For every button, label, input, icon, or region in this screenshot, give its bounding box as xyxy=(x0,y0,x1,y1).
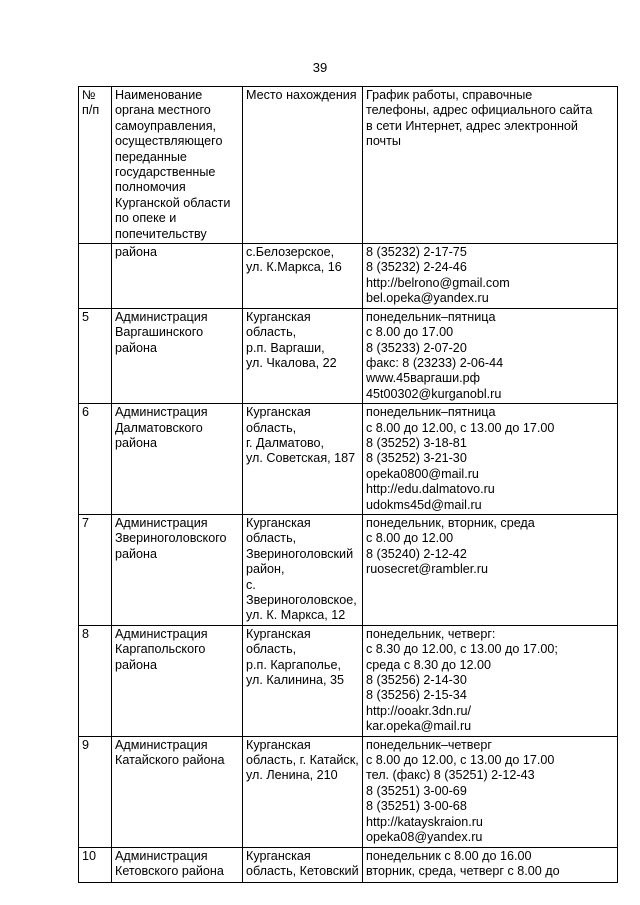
header-line: органа местного xyxy=(115,103,211,118)
header-line: телефоны, адрес официального сайта xyxy=(366,103,593,118)
cell-line: 8 (35251) 3-00-69 xyxy=(366,783,467,798)
header-line: самоуправления, xyxy=(115,118,217,133)
cell-line: понедельник–пятница xyxy=(366,405,496,420)
cell-line: http://katayskraion.ru xyxy=(366,814,483,829)
cell-line: вторник, среда, четверг с 8.00 до xyxy=(366,863,560,878)
organization-cell xyxy=(112,625,243,736)
row-number: 7 xyxy=(79,514,112,625)
contacts-cell xyxy=(363,736,618,847)
cell-line: область, xyxy=(246,420,297,435)
organization-cell xyxy=(112,308,243,403)
location-cell xyxy=(243,514,363,625)
cell-line: 8 (35252) 3-18-81 xyxy=(366,435,467,450)
cell-line: Звериноголовский xyxy=(246,546,354,561)
cell-line: Варгашинского xyxy=(115,325,204,340)
cell-line: с 8.00 до 12.00, с 13.00 до 17.00 xyxy=(366,420,555,435)
cell-line: 8 (35251) 3-00-68 xyxy=(366,799,467,814)
cell-line: Курганская xyxy=(246,309,311,324)
contacts-cell xyxy=(363,404,618,515)
cell-line: http://belrono@gmail.com xyxy=(366,275,510,290)
header-location xyxy=(243,87,363,244)
cell-line: bel.opeka@yandex.ru xyxy=(366,291,489,306)
cell-line: Администрация xyxy=(115,309,208,324)
location-cell xyxy=(243,404,363,515)
cell-line: с. xyxy=(246,577,256,592)
header-line: Место нахождения xyxy=(246,88,357,102)
cell-line: Курганская xyxy=(246,848,311,863)
header-line: п/п xyxy=(82,103,100,118)
cell-line: р.п. Каргаполье, xyxy=(246,657,341,672)
location-cell xyxy=(243,736,363,847)
location-cell xyxy=(243,308,363,403)
cell-line: г. Далматово, xyxy=(246,435,325,450)
table-row xyxy=(79,514,618,625)
cell-line: с 8.00 до 12.00, с 13.00 до 17.00 xyxy=(366,753,555,768)
cell-line: с 8.00 до 17.00 xyxy=(366,325,454,340)
location-cell xyxy=(243,244,363,309)
cell-line: область, xyxy=(246,642,297,657)
cell-line: Администрация xyxy=(115,405,208,420)
header-line: государственные xyxy=(115,165,216,180)
cell-line: Администрация xyxy=(115,515,208,530)
cell-line: http://edu.dalmatovo.ru xyxy=(366,482,495,497)
cell-line: opeka08@yandex.ru xyxy=(366,830,483,845)
row-number: 8 xyxy=(79,625,112,736)
header-line: № xyxy=(82,88,96,102)
cell-line: Администрация xyxy=(115,737,208,752)
cell-line: Курганская xyxy=(246,405,311,420)
row-number: 9 xyxy=(79,736,112,847)
cell-line: района xyxy=(115,340,158,355)
cell-line: с 8.30 до 12.00, с 13.00 до 17.00; xyxy=(366,642,558,657)
cell-line: ул. Калинина, 35 xyxy=(246,673,345,688)
contacts-cell xyxy=(363,847,618,882)
cell-line: среда с 8.30 до 12.00 xyxy=(366,657,492,672)
table-row-continuation xyxy=(79,244,618,309)
cell-line: понедельник–пятница xyxy=(366,309,496,324)
cell-line: района xyxy=(115,546,158,561)
table-row xyxy=(79,625,618,736)
cell-line: ruosecret@rambler.ru xyxy=(366,562,488,577)
cell-line: Курганская xyxy=(246,515,311,530)
table-row xyxy=(79,404,618,515)
cell-line: www.45варгаши.рф xyxy=(366,371,480,386)
cell-line: понедельник, вторник, среда xyxy=(366,515,535,530)
cell-line: ул. Ленина, 210 xyxy=(246,768,338,783)
cell-line: ул. Советская, 187 xyxy=(246,451,356,466)
cell-line: 8 (35240) 2-12-42 xyxy=(366,546,467,561)
cell-line: 8 (35233) 2-07-20 xyxy=(366,340,467,355)
contacts-cell xyxy=(363,308,618,403)
cell-line: udokms45d@mail.ru xyxy=(366,497,482,512)
header-number xyxy=(79,87,112,244)
cell-line: р.п. Варгаши, xyxy=(246,340,325,355)
cell-line: Администрация xyxy=(115,848,208,863)
cell-line: 8 (35256) 2-15-34 xyxy=(366,688,467,703)
cell-line: область, Кетовский xyxy=(246,863,359,878)
cell-line: Администрация xyxy=(115,626,208,641)
cell-line: района xyxy=(115,245,158,260)
cell-line: область, г. Катайск, xyxy=(246,753,359,768)
header-line: полномочия xyxy=(115,180,186,195)
cell-line: 8 (35252) 3-21-30 xyxy=(366,451,467,466)
header-line: почты xyxy=(366,134,401,149)
cell-line: тел. (факс) 8 (35251) 2-12-43 xyxy=(366,768,535,783)
cell-line: понедельник, четверг: xyxy=(366,626,496,641)
header-line: осуществляющего xyxy=(115,134,223,149)
table-row xyxy=(79,308,618,403)
header-line: попечительству xyxy=(115,226,207,241)
table-header-row xyxy=(79,87,618,244)
cell-line: факс: 8 (23233) 2-06-44 xyxy=(366,355,504,370)
header-organization xyxy=(112,87,243,244)
contacts-cell xyxy=(363,625,618,736)
cell-line: Звериноголовского xyxy=(115,531,227,546)
cell-line: района xyxy=(115,435,158,450)
cell-line: kar.opeka@mail.ru xyxy=(366,719,472,734)
location-cell xyxy=(243,847,363,882)
cell-line: район, xyxy=(246,562,285,577)
row-number: 10 xyxy=(79,847,112,882)
cell-line: область, xyxy=(246,531,297,546)
organization-cell xyxy=(112,244,243,309)
header-contacts xyxy=(363,87,618,244)
cell-line: Курганская xyxy=(246,737,311,752)
cell-line: 45t00302@kurganobl.ru xyxy=(366,386,502,401)
table-row xyxy=(79,736,618,847)
cell-line: понедельник с 8.00 до 16.00 xyxy=(366,848,532,863)
cell-line: ул. К.Маркса, 16 xyxy=(246,260,342,275)
cell-line: ул. Чкалова, 22 xyxy=(246,355,337,370)
organization-cell xyxy=(112,736,243,847)
cell-line: понедельник–четверг xyxy=(366,737,492,752)
cell-line: Далматовского xyxy=(115,420,203,435)
cell-line: 8 (35232) 2-24-46 xyxy=(366,260,467,275)
organization-cell xyxy=(112,847,243,882)
header-line: в сети Интернет, адрес электронной xyxy=(366,118,578,133)
organization-cell xyxy=(112,514,243,625)
cell-line: Курганская xyxy=(246,626,311,641)
contacts-cell xyxy=(363,244,618,309)
row-number xyxy=(79,244,112,309)
cell-line: ул. К. Маркса, 12 xyxy=(246,608,346,623)
header-line: по опеке и xyxy=(115,211,177,226)
cell-line: Кетовского района xyxy=(115,863,224,878)
cell-line: область, xyxy=(246,325,297,340)
cell-line: http://ooakr.3dn.ru/ xyxy=(366,703,472,718)
row-number: 6 xyxy=(79,404,112,515)
organization-cell xyxy=(112,404,243,515)
table-row xyxy=(79,847,618,882)
header-line: График работы, справочные xyxy=(366,88,533,102)
cell-line: района xyxy=(115,657,158,672)
guardianship-authorities-table xyxy=(78,86,618,883)
cell-line: с.Белозерское, xyxy=(246,245,335,260)
cell-line: opeka0800@mail.ru xyxy=(366,466,479,481)
contacts-cell xyxy=(363,514,618,625)
cell-line: Каргапольского xyxy=(115,642,206,657)
cell-line: 8 (35256) 2-14-30 xyxy=(366,673,467,688)
header-line: Курганской области xyxy=(115,195,231,210)
page-number: 39 xyxy=(312,60,328,75)
header-line: Наименование xyxy=(115,88,203,102)
cell-line: Звериноголовское, xyxy=(246,593,357,607)
cell-line: с 8.00 до 12.00 xyxy=(366,531,454,546)
cell-line: 8 (35232) 2-17-75 xyxy=(366,245,467,260)
cell-line: Катайского района xyxy=(115,753,225,768)
header-line: переданные xyxy=(115,149,187,164)
location-cell xyxy=(243,625,363,736)
row-number: 5 xyxy=(79,308,112,403)
